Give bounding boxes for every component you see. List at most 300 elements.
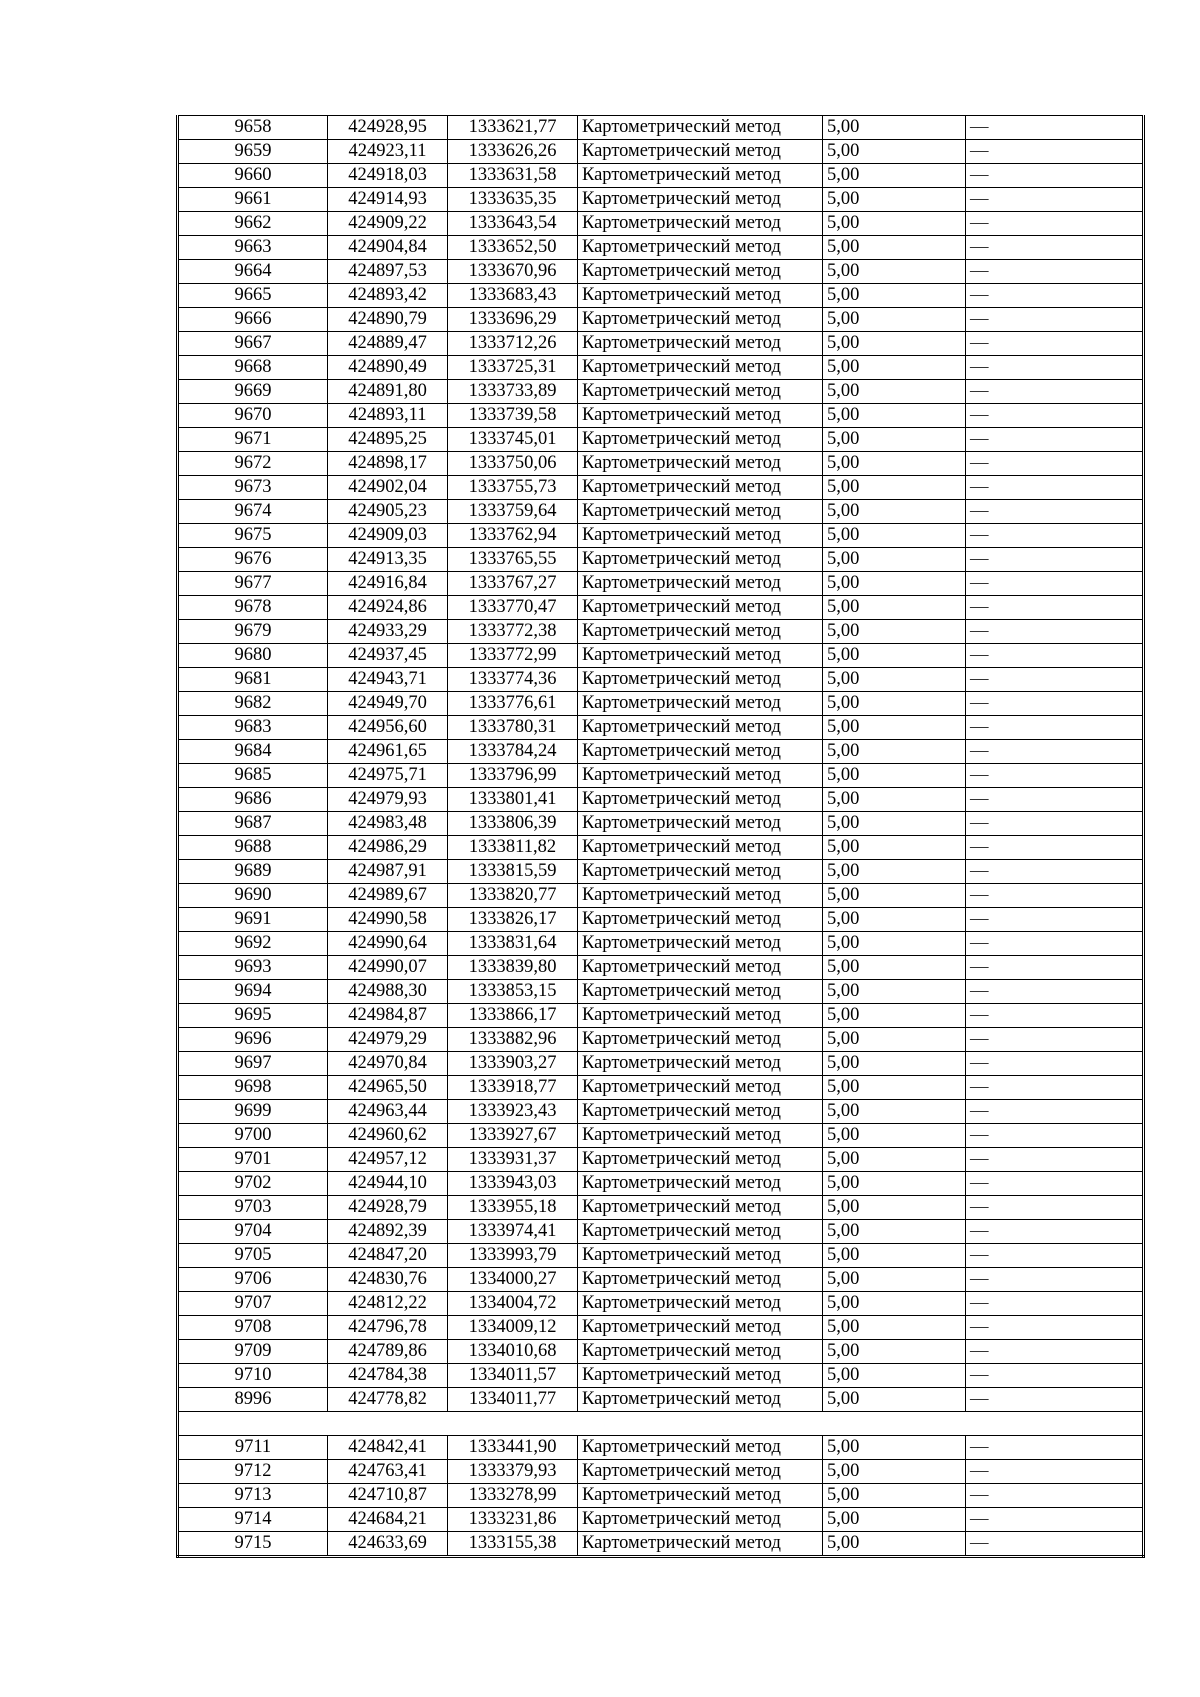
table-row	[178, 596, 1144, 620]
x-coordinate-cell: 424710,87	[328, 1483, 448, 1507]
table-row	[178, 812, 1144, 836]
x-coordinate-cell: 424897,53	[328, 260, 448, 284]
accuracy-cell: 5,00	[823, 692, 966, 716]
point-number-cell: 9678	[178, 596, 328, 620]
accuracy-cell: 5,00	[823, 500, 966, 524]
description-cell: —	[966, 1172, 1144, 1196]
description-cell: —	[966, 1459, 1144, 1483]
table-row	[178, 1220, 1144, 1244]
point-number-cell: 9674	[178, 500, 328, 524]
method-cell: Картометрический метод	[578, 1172, 823, 1196]
y-coordinate-cell: 1333943,03	[448, 1172, 578, 1196]
x-coordinate-cell: 424847,20	[328, 1244, 448, 1268]
description-cell: —	[966, 1435, 1144, 1459]
description-cell: —	[966, 1388, 1144, 1412]
method-cell: Картометрический метод	[578, 788, 823, 812]
point-number-cell: 9715	[178, 1531, 328, 1556]
method-cell: Картометрический метод	[578, 860, 823, 884]
point-number-cell: 9690	[178, 884, 328, 908]
point-number-cell: 9695	[178, 1004, 328, 1028]
x-coordinate-cell: 424778,82	[328, 1388, 448, 1412]
coordinates-table-body	[178, 116, 1144, 1557]
method-cell: Картометрический метод	[578, 1340, 823, 1364]
x-coordinate-cell: 424975,71	[328, 764, 448, 788]
table-row	[178, 476, 1144, 500]
table-row	[178, 716, 1144, 740]
y-coordinate-cell: 1333820,77	[448, 884, 578, 908]
method-cell: Картометрический метод	[578, 1124, 823, 1148]
method-cell: Картометрический метод	[578, 356, 823, 380]
description-cell: —	[966, 668, 1144, 692]
x-coordinate-cell: 424990,07	[328, 956, 448, 980]
description-cell: —	[966, 404, 1144, 428]
point-number-cell: 9693	[178, 956, 328, 980]
y-coordinate-cell: 1333918,77	[448, 1076, 578, 1100]
method-cell: Картометрический метод	[578, 1148, 823, 1172]
table-row	[178, 164, 1144, 188]
y-coordinate-cell: 1333776,61	[448, 692, 578, 716]
y-coordinate-cell: 1333839,80	[448, 956, 578, 980]
method-cell: Картометрический метод	[578, 1244, 823, 1268]
table-row	[178, 380, 1144, 404]
y-coordinate-cell: 1333643,54	[448, 212, 578, 236]
description-cell: —	[966, 1364, 1144, 1388]
method-cell: Картометрический метод	[578, 188, 823, 212]
method-cell: Картометрический метод	[578, 740, 823, 764]
accuracy-cell: 5,00	[823, 1292, 966, 1316]
accuracy-cell: 5,00	[823, 956, 966, 980]
y-coordinate-cell: 1333767,27	[448, 572, 578, 596]
description-cell: —	[966, 164, 1144, 188]
point-number-cell: 9700	[178, 1124, 328, 1148]
description-cell: —	[966, 644, 1144, 668]
point-number-cell: 9691	[178, 908, 328, 932]
description-cell: —	[966, 932, 1144, 956]
table-row	[178, 980, 1144, 1004]
accuracy-cell: 5,00	[823, 1316, 966, 1340]
point-number-cell: 9686	[178, 788, 328, 812]
description-cell: —	[966, 740, 1144, 764]
x-coordinate-cell: 424987,91	[328, 860, 448, 884]
y-coordinate-cell: 1333739,58	[448, 404, 578, 428]
point-number-cell: 9701	[178, 1148, 328, 1172]
x-coordinate-cell: 424812,22	[328, 1292, 448, 1316]
table-row	[178, 428, 1144, 452]
accuracy-cell: 5,00	[823, 116, 966, 140]
method-cell: Картометрический метод	[578, 116, 823, 140]
point-number-cell: 9667	[178, 332, 328, 356]
table-row	[178, 836, 1144, 860]
point-number-cell: 9685	[178, 764, 328, 788]
point-number-cell: 9692	[178, 932, 328, 956]
y-coordinate-cell: 1333955,18	[448, 1196, 578, 1220]
x-coordinate-cell: 424986,29	[328, 836, 448, 860]
y-coordinate-cell: 1334004,72	[448, 1292, 578, 1316]
accuracy-cell: 5,00	[823, 1052, 966, 1076]
y-coordinate-cell: 1333155,38	[448, 1531, 578, 1556]
accuracy-cell: 5,00	[823, 980, 966, 1004]
table-row	[178, 500, 1144, 524]
y-coordinate-cell: 1333231,86	[448, 1507, 578, 1531]
x-coordinate-cell: 424916,84	[328, 572, 448, 596]
x-coordinate-cell: 424924,86	[328, 596, 448, 620]
table-row	[178, 1292, 1144, 1316]
table-row	[178, 740, 1144, 764]
table-row	[178, 620, 1144, 644]
point-number-cell: 9672	[178, 452, 328, 476]
accuracy-cell: 5,00	[823, 596, 966, 620]
x-coordinate-cell: 424923,11	[328, 140, 448, 164]
point-number-cell: 9671	[178, 428, 328, 452]
table-row	[178, 1148, 1144, 1172]
description-cell: —	[966, 1196, 1144, 1220]
x-coordinate-cell: 424684,21	[328, 1507, 448, 1531]
accuracy-cell: 5,00	[823, 1148, 966, 1172]
accuracy-cell: 5,00	[823, 1028, 966, 1052]
point-number-cell: 9711	[178, 1435, 328, 1459]
y-coordinate-cell: 1333725,31	[448, 356, 578, 380]
point-number-cell: 9699	[178, 1100, 328, 1124]
point-number-cell: 9697	[178, 1052, 328, 1076]
x-coordinate-cell: 424796,78	[328, 1316, 448, 1340]
method-cell: Картометрический метод	[578, 956, 823, 980]
description-cell: —	[966, 1292, 1144, 1316]
method-cell: Картометрический метод	[578, 668, 823, 692]
x-coordinate-cell: 424893,11	[328, 404, 448, 428]
accuracy-cell: 5,00	[823, 212, 966, 236]
point-number-cell: 9683	[178, 716, 328, 740]
x-coordinate-cell: 424763,41	[328, 1459, 448, 1483]
table-row	[178, 1507, 1144, 1531]
table-row	[178, 116, 1144, 140]
coordinates-table	[176, 115, 1145, 1558]
description-cell: —	[966, 860, 1144, 884]
point-number-cell: 9687	[178, 812, 328, 836]
method-cell: Картометрический метод	[578, 284, 823, 308]
method-cell: Картометрический метод	[578, 1052, 823, 1076]
point-number-cell: 9709	[178, 1340, 328, 1364]
table-row	[178, 1364, 1144, 1388]
method-cell: Картометрический метод	[578, 812, 823, 836]
description-cell: —	[966, 140, 1144, 164]
point-number-cell: 9662	[178, 212, 328, 236]
method-cell: Картометрический метод	[578, 620, 823, 644]
description-cell: —	[966, 716, 1144, 740]
table-row	[178, 788, 1144, 812]
x-coordinate-cell: 424889,47	[328, 332, 448, 356]
x-coordinate-cell: 424933,29	[328, 620, 448, 644]
method-cell: Картометрический метод	[578, 572, 823, 596]
point-number-cell: 9665	[178, 284, 328, 308]
description-cell: —	[966, 116, 1144, 140]
accuracy-cell: 5,00	[823, 1531, 966, 1556]
table-row	[178, 1340, 1144, 1364]
method-cell: Картометрический метод	[578, 500, 823, 524]
accuracy-cell: 5,00	[823, 788, 966, 812]
accuracy-cell: 5,00	[823, 476, 966, 500]
point-number-cell: 9668	[178, 356, 328, 380]
method-cell: Картометрический метод	[578, 1388, 823, 1412]
table-row	[178, 956, 1144, 980]
x-coordinate-cell: 424989,67	[328, 884, 448, 908]
description-cell: —	[966, 548, 1144, 572]
table-row	[178, 1388, 1144, 1412]
description-cell: —	[966, 1316, 1144, 1340]
table-row	[178, 548, 1144, 572]
accuracy-cell: 5,00	[823, 524, 966, 548]
accuracy-cell: 5,00	[823, 404, 966, 428]
point-number-cell: 9676	[178, 548, 328, 572]
x-coordinate-cell: 424842,41	[328, 1435, 448, 1459]
x-coordinate-cell: 424892,39	[328, 1220, 448, 1244]
x-coordinate-cell: 424984,87	[328, 1004, 448, 1028]
y-coordinate-cell: 1333626,26	[448, 140, 578, 164]
accuracy-cell: 5,00	[823, 188, 966, 212]
point-number-cell: 9688	[178, 836, 328, 860]
table-row	[178, 764, 1144, 788]
table-row	[178, 188, 1144, 212]
y-coordinate-cell: 1333750,06	[448, 452, 578, 476]
x-coordinate-cell: 424928,95	[328, 116, 448, 140]
x-coordinate-cell: 424909,22	[328, 212, 448, 236]
accuracy-cell: 5,00	[823, 1076, 966, 1100]
y-coordinate-cell: 1333774,36	[448, 668, 578, 692]
table-row	[178, 212, 1144, 236]
x-coordinate-cell: 424956,60	[328, 716, 448, 740]
table-row	[178, 1459, 1144, 1483]
x-coordinate-cell: 424789,86	[328, 1340, 448, 1364]
description-cell: —	[966, 308, 1144, 332]
x-coordinate-cell: 424890,79	[328, 308, 448, 332]
table-row	[178, 884, 1144, 908]
table-row	[178, 404, 1144, 428]
description-cell: —	[966, 1531, 1144, 1556]
y-coordinate-cell: 1333733,89	[448, 380, 578, 404]
method-cell: Картометрический метод	[578, 1028, 823, 1052]
accuracy-cell: 5,00	[823, 1196, 966, 1220]
accuracy-cell: 5,00	[823, 1340, 966, 1364]
method-cell: Картометрический метод	[578, 1220, 823, 1244]
method-cell: Картометрический метод	[578, 452, 823, 476]
y-coordinate-cell: 1333683,43	[448, 284, 578, 308]
description-cell: —	[966, 1100, 1144, 1124]
y-coordinate-cell: 1333772,38	[448, 620, 578, 644]
x-coordinate-cell: 424944,10	[328, 1172, 448, 1196]
description-cell: —	[966, 884, 1144, 908]
table-row	[178, 332, 1144, 356]
x-coordinate-cell: 424893,42	[328, 284, 448, 308]
description-cell: —	[966, 596, 1144, 620]
y-coordinate-cell: 1334010,68	[448, 1340, 578, 1364]
point-number-cell: 9659	[178, 140, 328, 164]
x-coordinate-cell: 424988,30	[328, 980, 448, 1004]
y-coordinate-cell: 1333853,15	[448, 980, 578, 1004]
y-coordinate-cell: 1333993,79	[448, 1244, 578, 1268]
accuracy-cell: 5,00	[823, 740, 966, 764]
description-cell: —	[966, 764, 1144, 788]
accuracy-cell: 5,00	[823, 1004, 966, 1028]
point-number-cell: 9712	[178, 1459, 328, 1483]
description-cell: —	[966, 260, 1144, 284]
method-cell: Картометрический метод	[578, 1268, 823, 1292]
x-coordinate-cell: 424990,58	[328, 908, 448, 932]
accuracy-cell: 5,00	[823, 1435, 966, 1459]
description-cell: —	[966, 1124, 1144, 1148]
accuracy-cell: 5,00	[823, 1124, 966, 1148]
y-coordinate-cell: 1334000,27	[448, 1268, 578, 1292]
point-number-cell: 9707	[178, 1292, 328, 1316]
accuracy-cell: 5,00	[823, 1507, 966, 1531]
method-cell: Картометрический метод	[578, 404, 823, 428]
table-row	[178, 1268, 1144, 1292]
table-row	[178, 860, 1144, 884]
y-coordinate-cell: 1333379,93	[448, 1459, 578, 1483]
y-coordinate-cell: 1334011,57	[448, 1364, 578, 1388]
y-coordinate-cell: 1333762,94	[448, 524, 578, 548]
x-coordinate-cell: 424913,35	[328, 548, 448, 572]
table-row	[178, 908, 1144, 932]
accuracy-cell: 5,00	[823, 644, 966, 668]
point-number-cell: 9675	[178, 524, 328, 548]
y-coordinate-cell: 1333652,50	[448, 236, 578, 260]
y-coordinate-cell: 1333923,43	[448, 1100, 578, 1124]
x-coordinate-cell: 424960,62	[328, 1124, 448, 1148]
y-coordinate-cell: 1333278,99	[448, 1483, 578, 1507]
accuracy-cell: 5,00	[823, 908, 966, 932]
y-coordinate-cell: 1333441,90	[448, 1435, 578, 1459]
accuracy-cell: 5,00	[823, 836, 966, 860]
accuracy-cell: 5,00	[823, 1459, 966, 1483]
y-coordinate-cell: 1333745,01	[448, 428, 578, 452]
point-number-cell: 9710	[178, 1364, 328, 1388]
table-row	[178, 1052, 1144, 1076]
description-cell: —	[966, 524, 1144, 548]
point-number-cell: 9696	[178, 1028, 328, 1052]
description-cell: —	[966, 452, 1144, 476]
table-row	[178, 1004, 1144, 1028]
accuracy-cell: 5,00	[823, 1244, 966, 1268]
method-cell: Картометрический метод	[578, 332, 823, 356]
method-cell: Картометрический метод	[578, 1292, 823, 1316]
y-coordinate-cell: 1333765,55	[448, 548, 578, 572]
accuracy-cell: 5,00	[823, 308, 966, 332]
accuracy-cell: 5,00	[823, 236, 966, 260]
table-row	[178, 1028, 1144, 1052]
method-cell: Картометрический метод	[578, 524, 823, 548]
table-row	[178, 1124, 1144, 1148]
x-coordinate-cell: 424909,03	[328, 524, 448, 548]
x-coordinate-cell: 424949,70	[328, 692, 448, 716]
description-cell: —	[966, 1004, 1144, 1028]
point-number-cell: 9714	[178, 1507, 328, 1531]
method-cell: Картометрический метод	[578, 260, 823, 284]
accuracy-cell: 5,00	[823, 1268, 966, 1292]
description-cell: —	[966, 356, 1144, 380]
description-cell: —	[966, 284, 1144, 308]
x-coordinate-cell: 424937,45	[328, 644, 448, 668]
accuracy-cell: 5,00	[823, 1100, 966, 1124]
table-row	[178, 932, 1144, 956]
point-number-cell: 9680	[178, 644, 328, 668]
description-cell: —	[966, 572, 1144, 596]
point-number-cell: 9689	[178, 860, 328, 884]
table-row	[178, 1172, 1144, 1196]
method-cell: Картометрический метод	[578, 692, 823, 716]
method-cell: Картометрический метод	[578, 836, 823, 860]
description-cell: —	[966, 1340, 1144, 1364]
method-cell: Картометрический метод	[578, 932, 823, 956]
table-row	[178, 1483, 1144, 1507]
method-cell: Картометрический метод	[578, 1316, 823, 1340]
y-coordinate-cell: 1333780,31	[448, 716, 578, 740]
table-row	[178, 284, 1144, 308]
point-number-cell: 9670	[178, 404, 328, 428]
method-cell: Картометрический метод	[578, 716, 823, 740]
point-number-cell: 9664	[178, 260, 328, 284]
point-number-cell: 9706	[178, 1268, 328, 1292]
point-number-cell: 9705	[178, 1244, 328, 1268]
x-coordinate-cell: 424918,03	[328, 164, 448, 188]
point-number-cell: 9703	[178, 1196, 328, 1220]
y-coordinate-cell: 1333927,67	[448, 1124, 578, 1148]
description-cell: —	[966, 1220, 1144, 1244]
point-number-cell: 9660	[178, 164, 328, 188]
y-coordinate-cell: 1333770,47	[448, 596, 578, 620]
y-coordinate-cell: 1333796,99	[448, 764, 578, 788]
point-number-cell: 9663	[178, 236, 328, 260]
accuracy-cell: 5,00	[823, 356, 966, 380]
accuracy-cell: 5,00	[823, 1388, 966, 1412]
description-cell: —	[966, 428, 1144, 452]
method-cell: Картометрический метод	[578, 428, 823, 452]
point-number-cell: 9698	[178, 1076, 328, 1100]
description-cell: —	[966, 812, 1144, 836]
method-cell: Картометрический метод	[578, 1100, 823, 1124]
method-cell: Картометрический метод	[578, 140, 823, 164]
y-coordinate-cell: 1333815,59	[448, 860, 578, 884]
table-row	[178, 260, 1144, 284]
x-coordinate-cell: 424963,44	[328, 1100, 448, 1124]
point-number-cell: 9681	[178, 668, 328, 692]
x-coordinate-cell: 424979,29	[328, 1028, 448, 1052]
y-coordinate-cell: 1333831,64	[448, 932, 578, 956]
description-cell: —	[966, 908, 1144, 932]
y-coordinate-cell: 1333772,99	[448, 644, 578, 668]
table-row	[178, 524, 1144, 548]
point-number-cell: 9713	[178, 1483, 328, 1507]
description-cell: —	[966, 620, 1144, 644]
x-coordinate-cell: 424905,23	[328, 500, 448, 524]
method-cell: Картометрический метод	[578, 308, 823, 332]
accuracy-cell: 5,00	[823, 548, 966, 572]
accuracy-cell: 5,00	[823, 1483, 966, 1507]
table-row	[178, 1076, 1144, 1100]
table-row	[178, 1244, 1144, 1268]
y-coordinate-cell: 1333882,96	[448, 1028, 578, 1052]
x-coordinate-cell: 424961,65	[328, 740, 448, 764]
point-number-cell: 9658	[178, 116, 328, 140]
accuracy-cell: 5,00	[823, 260, 966, 284]
table-row	[178, 1435, 1144, 1459]
accuracy-cell: 5,00	[823, 716, 966, 740]
x-coordinate-cell: 424943,71	[328, 668, 448, 692]
table-row	[178, 692, 1144, 716]
description-cell: —	[966, 692, 1144, 716]
x-coordinate-cell: 424830,76	[328, 1268, 448, 1292]
description-cell: —	[966, 236, 1144, 260]
method-cell: Картометрический метод	[578, 1507, 823, 1531]
method-cell: Картометрический метод	[578, 1004, 823, 1028]
